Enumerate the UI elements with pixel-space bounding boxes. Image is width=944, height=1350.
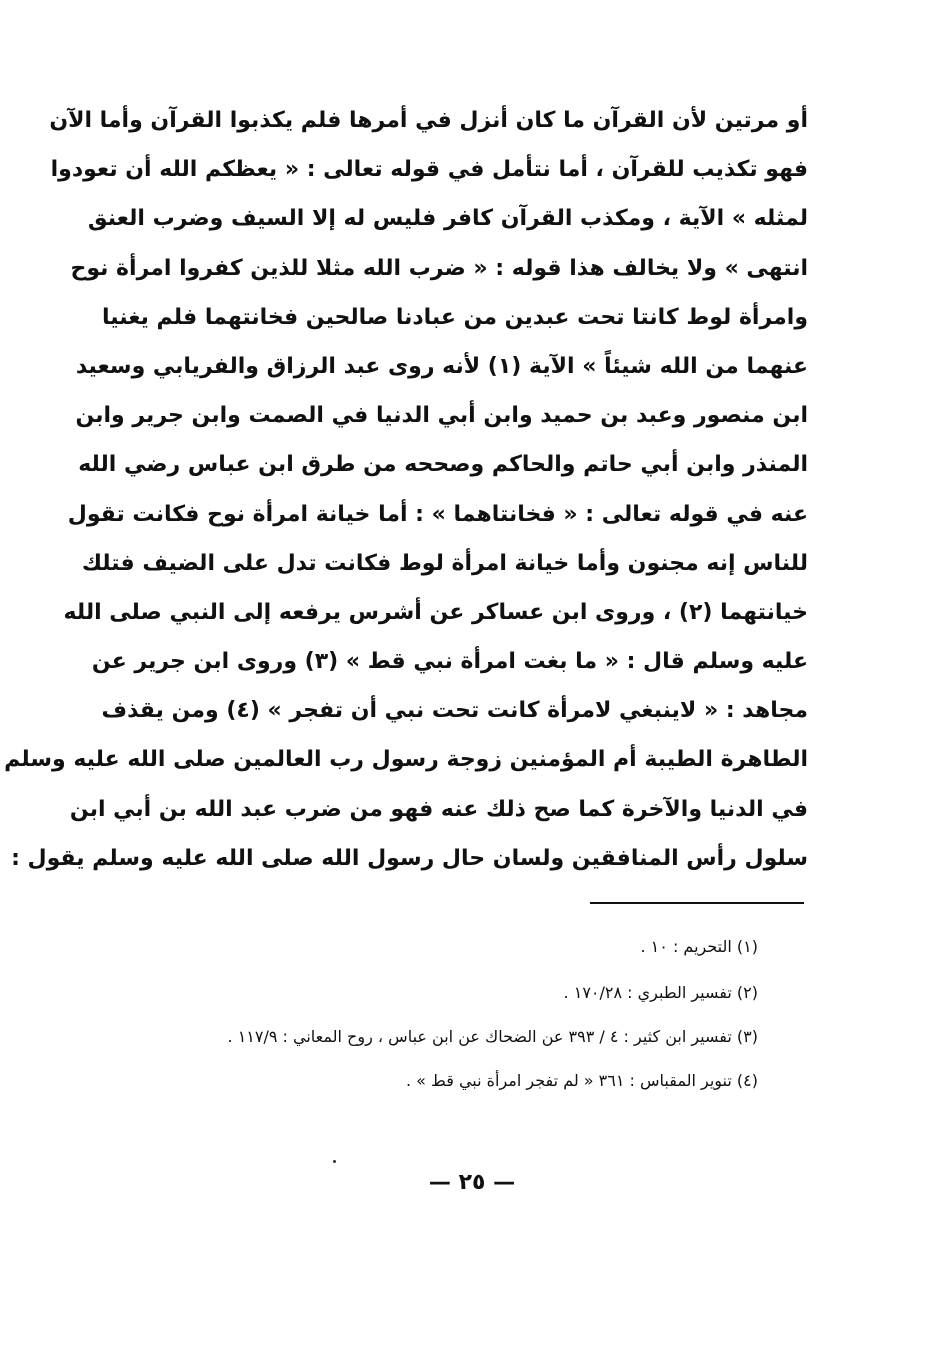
text-line: في الدنيا والآخرة كما صح ذلك عنه فهو من ضرب عبد الله بن أبي ابن <box>69 796 808 822</box>
footnote-4: (٤) تنوير المقباس : ٣٦١ « لم تفجر امرأة نبي قط » . <box>405 1071 758 1090</box>
text-line: ابن منصور وعبد بن حميد وابن أبي الدنيا في الصمت وابن جرير وابن <box>75 403 808 429</box>
main-text <box>4 96 808 883</box>
page-number: — ٢٥ — <box>428 1170 516 1195</box>
footnote-1: (١) التحريم : ١٠ . <box>640 937 758 956</box>
text-line: عنهما من الله شيئاً » الآية (١) لأنه روى عبد الرزاق والفريابي وسعيد <box>75 353 808 379</box>
text-line: انتهى » ولا يخالف هذا قوله : « ضرب الله مثلا للذين كفروا امرأة نوح <box>70 255 808 281</box>
footnote-2: (٢) تفسير الطبري : ١٧٠/٢٨ . <box>563 983 758 1002</box>
text-line: عنه في قوله تعالى : « فخانتاهما » : أما خيانة امرأة نوح فكانت تقول <box>67 501 808 527</box>
text-line: الطاهرة الطيبة أم المؤمنين زوجة رسول رب العالمين صلى الله عليه وسلم <box>4 747 808 773</box>
footnote-3: (٣) تفسير ابن كثير : ٤ / ٣٩٣ عن الضحاك عن ابن عباس ، روح المعاني : ١١٧/٩ . <box>227 1027 758 1046</box>
text-line: للناس إنه مجنون وأما خيانة امرأة لوط فكانت تدل على الضيف فتلك <box>81 550 808 576</box>
text-line: أو مرتين لأن القرآن ما كان أنزل في أمرها فلم يكذبوا القرآن وأما الآن <box>49 108 808 133</box>
footnote-separator <box>590 902 804 904</box>
text-line: عليه وسلم قال : « ما بغت امرأة نبي قط » (٣) وروى ابن جرير عن <box>91 649 808 675</box>
text-line: فهو تكذيب للقرآن ، أما نتأمل في قوله تعالى : « يعظكم الله أن تعودوا <box>50 157 808 183</box>
footnotes <box>136 932 758 1112</box>
text-line: مجاهد : « لاينبغي لامرأة كانت تحت نبي أن تفجر » (٤) ومن يقذف <box>101 698 808 724</box>
text-line: سلول رأس المنافقين ولسان حال رسول الله صلى الله عليه وسلم يقول : <box>11 845 808 871</box>
text-line: وامرأة لوط كانتا تحت عبدين من عبادنا صالحين فخانتهما فلم يغنيا <box>101 304 808 330</box>
text-line: لمثله » الآية ، ومكذب القرآن كافر فليس له إلا السيف وضرب العنق <box>87 206 808 232</box>
text-line: المنذر وابن أبي حاتم والحاكم وصححه من طرق ابن عباس رضي الله <box>78 452 808 478</box>
text-line: خيانتهما (٢) ، وروى ابن عساكر عن أشرس يرفعه إلى النبي صلى الله <box>63 599 808 625</box>
stray-dot <box>333 1160 336 1163</box>
